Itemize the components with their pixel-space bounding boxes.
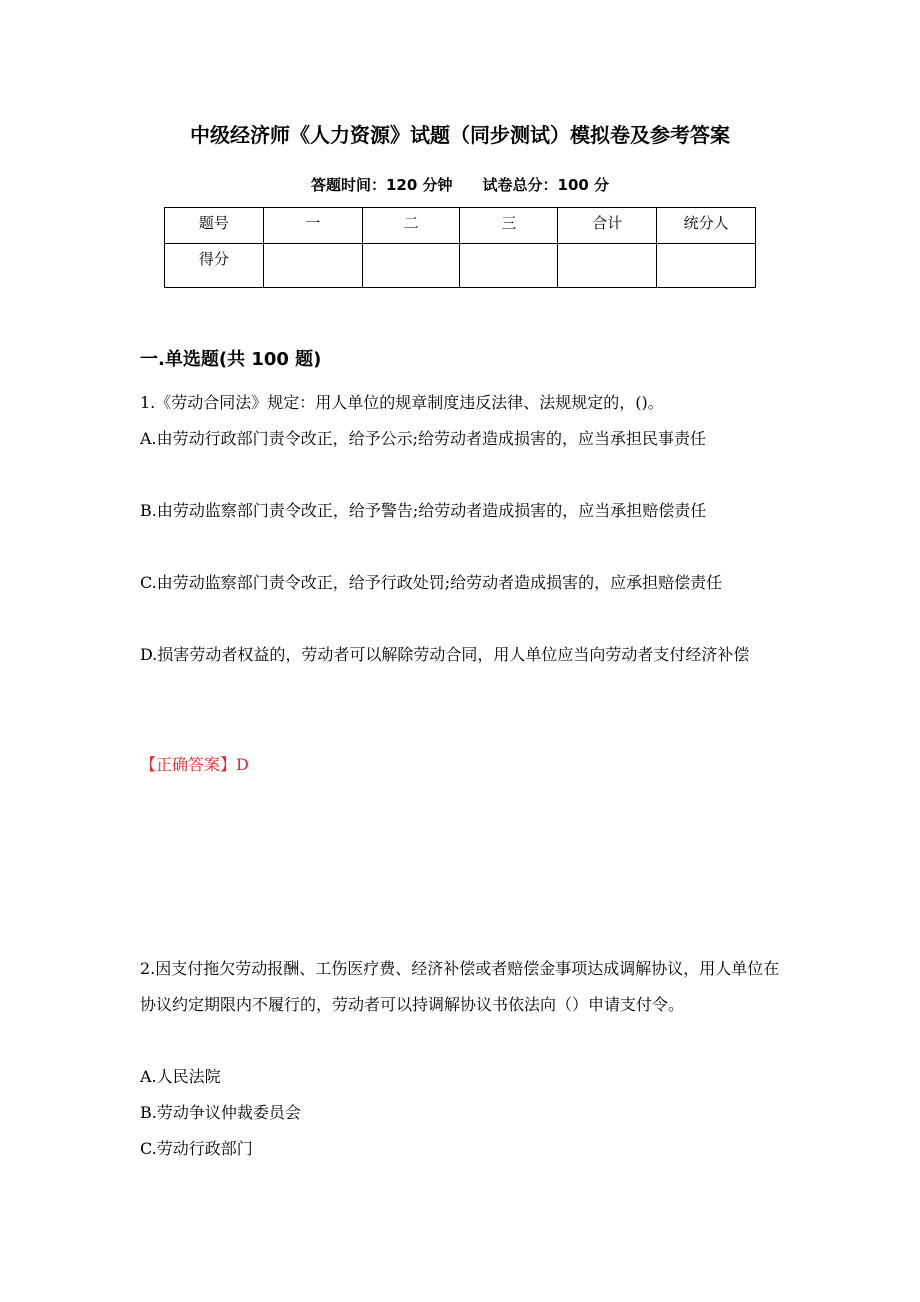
question-1-option-a: A.由劳动行政部门责令改正，给予公示;给劳动者造成损害的，应当承担民事责任: [140, 429, 707, 448]
question-1-stem: 1.《劳动合同法》规定：用人单位的规章制度违反法律、法规规定的，()。: [140, 393, 664, 412]
question-2-option-a: A.人民法院: [140, 1067, 221, 1086]
question-1-option-c: C.由劳动监察部门责令改正，给予行政处罚;给劳动者造成损害的，应承担赔偿责任: [140, 573, 723, 592]
score-table: [164, 207, 756, 288]
header-cell-part-3: 三: [460, 208, 558, 244]
header-cell-question-no: 题号: [165, 208, 264, 244]
exam-info: [0, 172, 920, 198]
score-cell-scorer: [657, 244, 756, 288]
header-cell-scorer: 统分人: [657, 208, 756, 244]
header-cell-part-2: 二: [362, 208, 460, 244]
exam-total-score: 试卷总分：100 分: [482, 176, 610, 194]
header-cell-total: 合计: [558, 208, 657, 244]
section-heading: 一.单选题(共 100 题): [140, 349, 322, 370]
header-cell-part-1: 一: [263, 208, 362, 244]
score-cell-part-2: [362, 244, 460, 288]
question-2-stem: 2.因支付拖欠劳动报酬、工伤医疗费、经济补偿或者赔偿金事项达成调解协议，用人单位在协议约定期限内不履行的，劳动者可以持调解协议书依法向（）申请支付令。: [140, 959, 780, 1014]
question-1-answer: 【正确答案】D: [140, 755, 249, 774]
score-cell-total: [558, 244, 657, 288]
score-row-label: 得分: [165, 244, 264, 288]
question-1-option-b: B.由劳动监察部门责令改正，给予警告;给劳动者造成损害的，应当承担赔偿责任: [140, 501, 707, 520]
score-table-header-row: [165, 208, 756, 244]
question-1-option-d: D.损害劳动者权益的，劳动者可以解除劳动合同，用人单位应当向劳动者支付经济补偿: [140, 645, 750, 664]
score-table-score-row: [165, 244, 756, 288]
exam-time: 答题时间：120 分钟: [310, 176, 453, 194]
question-2-option-c: C.劳动行政部门: [140, 1139, 253, 1158]
score-cell-part-1: [263, 244, 362, 288]
score-cell-part-3: [460, 244, 558, 288]
question-2-option-b: B.劳动争议仲裁委员会: [140, 1103, 301, 1122]
document-title: 中级经济师《人力资源》试题（同步测试）模拟卷及参考答案: [190, 123, 730, 147]
